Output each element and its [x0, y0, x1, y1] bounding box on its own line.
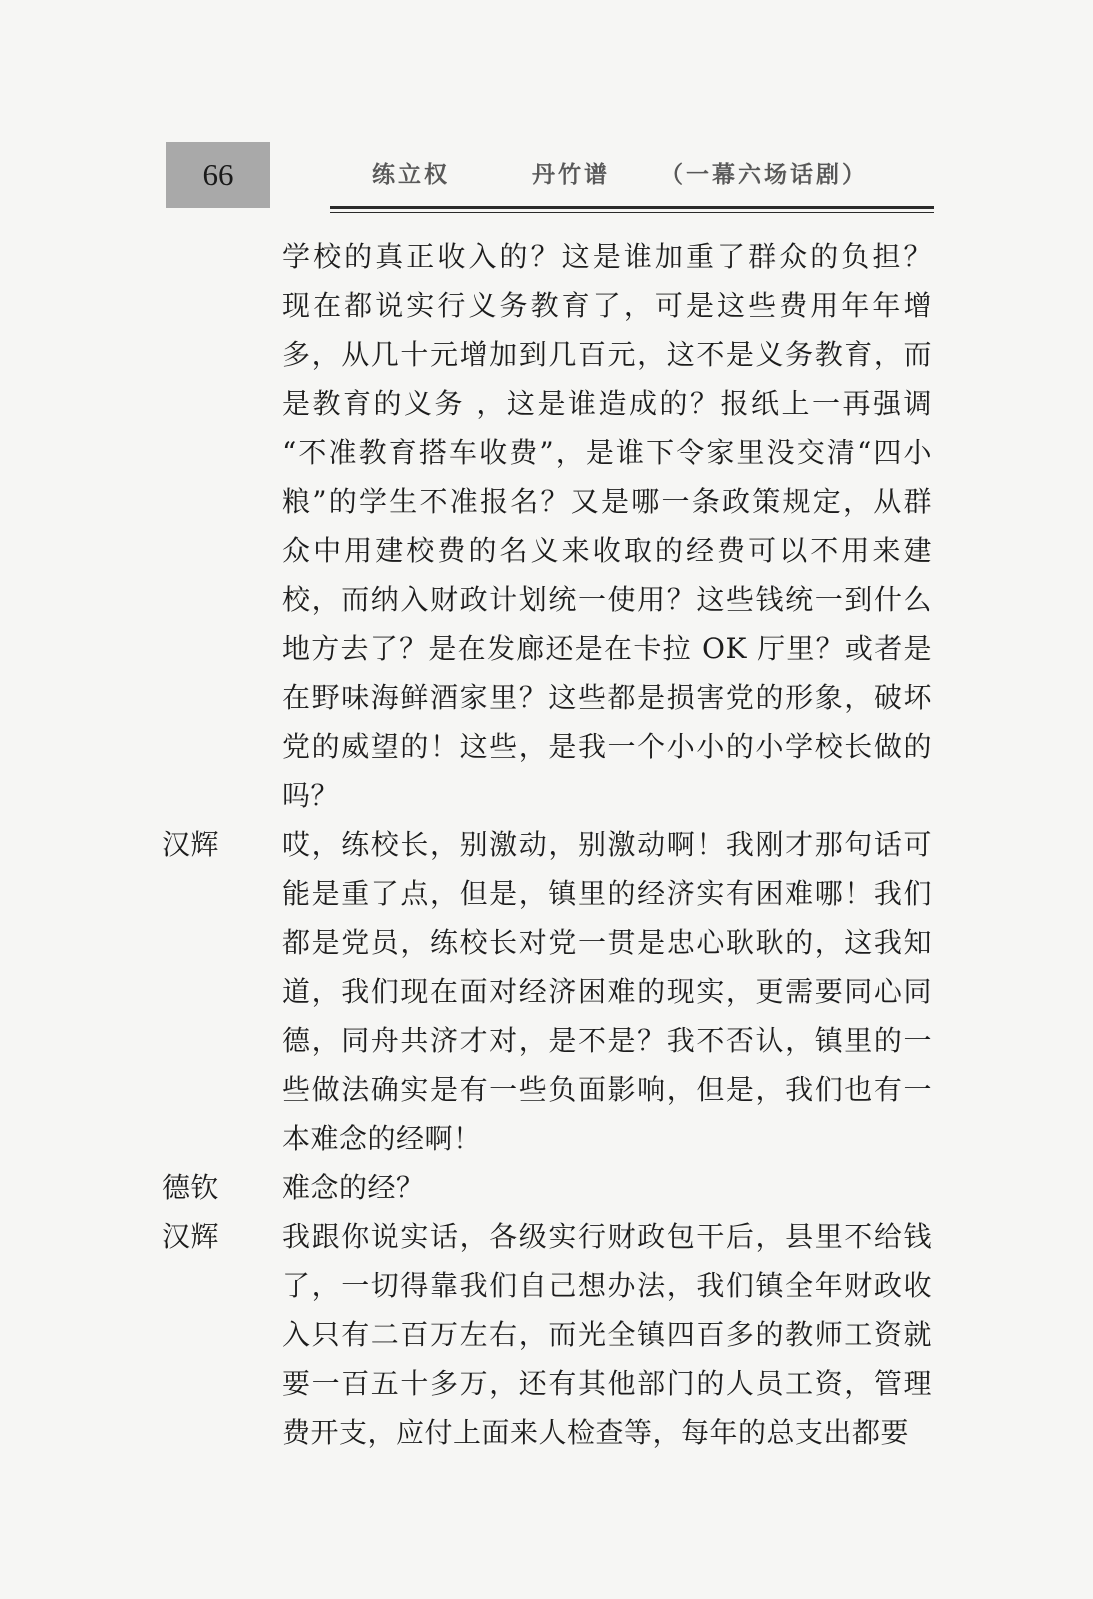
running-head-author: 练立权	[372, 161, 450, 188]
dialogue-text	[282, 1212, 932, 1457]
text-line: 学校的真正收入的？这是谁加重了群众的负担？	[282, 240, 932, 273]
text-line: 现在都说实行义务教育了，可是这些费用年年增	[282, 289, 932, 322]
dialogue-text	[282, 820, 932, 1163]
text-line: 德，同舟共济才对，是不是？我不否认，镇里的一	[282, 1024, 932, 1057]
dialogue-text	[282, 1163, 932, 1212]
text-line: 校，而纳入财政计划统一使用？这些钱统一到什么	[282, 583, 932, 616]
text-line: 众中用建校费的名义来收取的经费可以不用来建	[282, 534, 932, 567]
text-line: 费开支，应付上面来人检查等，每年的总支出都要	[282, 1416, 910, 1449]
text-line: 都是党员，练校长对党一贯是忠心耿耿的，这我知	[282, 926, 932, 959]
speaker-name: 汉辉	[162, 1220, 220, 1253]
text-line: 了，一切得靠我们自己想办法，我们镇全年财政收	[282, 1269, 932, 1302]
text-line: 地方去了？是在发廊还是在卡拉 OK 厅里？或者是	[282, 632, 932, 665]
dialogue-paragraph	[162, 232, 932, 820]
speaker-name: 汉辉	[162, 828, 220, 861]
text-line: 本难念的经啊！	[282, 1122, 482, 1155]
text-line: 多，从几十元增加到几百元，这不是义务教育，而	[282, 338, 932, 371]
text-line: 我跟你说实话，各级实行财政包干后，县里不给钱	[282, 1220, 932, 1253]
text-line: 要一百五十多万，还有其他部门的人员工资，管理	[282, 1367, 932, 1400]
running-head-title: 丹竹谱	[532, 161, 610, 188]
dialogue-paragraph	[162, 1212, 932, 1457]
dialogue-paragraph	[162, 820, 932, 1163]
dialogue-paragraph	[162, 1163, 932, 1212]
header-rule-thin	[330, 212, 934, 213]
text-line: 是教育的义务 ，这是谁造成的？报纸上一再强调	[282, 387, 932, 420]
text-line: 在野味海鲜酒家里？这些都是损害党的形象，破坏	[282, 681, 932, 714]
running-head	[372, 156, 932, 196]
text-line: 道，我们现在面对经济困难的现实，更需要同心同	[282, 975, 932, 1008]
text-line: 能是重了点，但是，镇里的经济实有困难哪！我们	[282, 877, 932, 910]
text-line: 粮”的学生不准报名？又是哪一条政策规定，从群	[282, 485, 932, 518]
text-line: 入只有二百万左右，而光全镇四百多的教师工资就	[282, 1318, 932, 1351]
running-head-subtitle: （一幕六场话剧）	[660, 161, 868, 188]
text-line: “不准教育搭车收费”，是谁下令家里没交清“四小	[282, 436, 932, 469]
text-line: 党的威望的！这些，是我一个小小的小学校长做的	[282, 730, 932, 763]
speaker-name: 德钦	[162, 1171, 220, 1204]
text-line: 吗？	[282, 779, 340, 812]
page-number-box	[166, 142, 270, 208]
text-line: 哎，练校长，别激动，别激动啊！我刚才那句话可	[282, 828, 932, 861]
text-line: 些做法确实是有一些负面影响，但是，我们也有一	[282, 1073, 932, 1106]
script-body	[162, 232, 932, 1457]
dialogue-text	[282, 232, 932, 820]
header-rule-thick	[330, 206, 934, 209]
page-number: 66	[202, 157, 234, 192]
text-line: 难念的经？	[282, 1171, 425, 1204]
